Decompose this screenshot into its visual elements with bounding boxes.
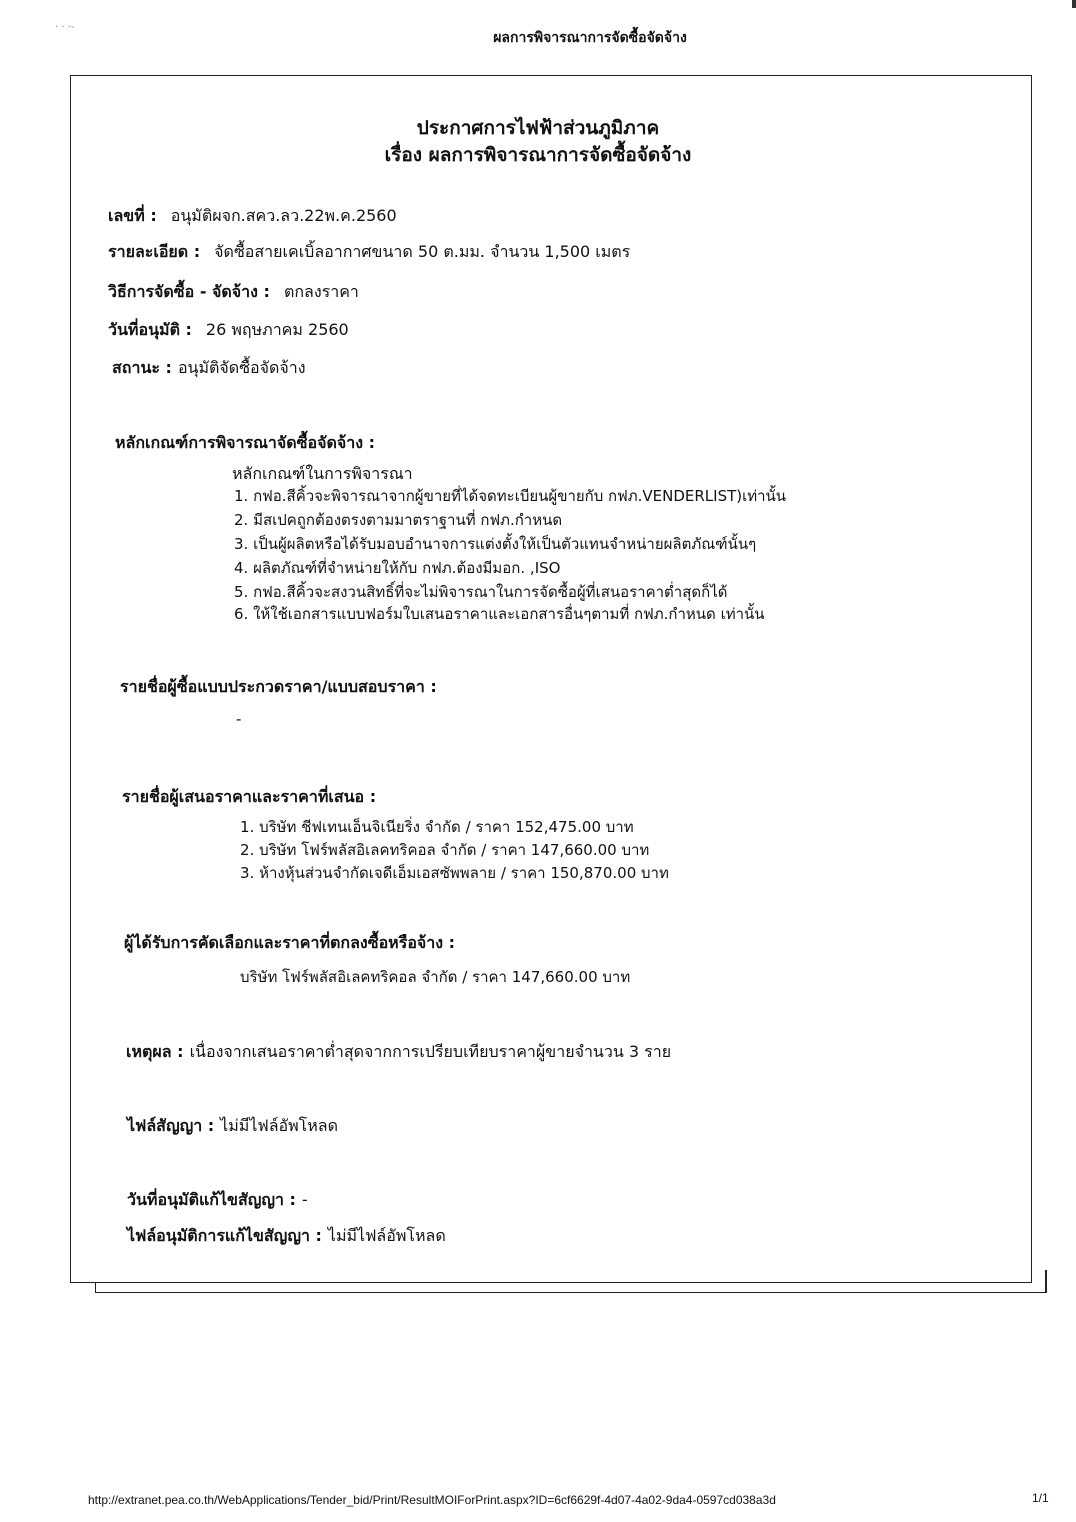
field-value: ตกลงราคา: [283, 282, 359, 301]
field-label: สถานะ :: [112, 358, 172, 377]
criteria-heading: หลักเกณฑ์การพิจารณาจัดซื้อจัดจ้าง :: [115, 433, 376, 452]
title-subject: เรื่อง ผลการพิจารณาการจัดซื้อจัดจ้าง: [384, 144, 692, 166]
field-value: จัดซื้อสายเคเบิ้ลอากาศขนาด 50 ต.มม. จำนวน 1,500 เมตร: [214, 242, 631, 261]
title-organization: ประกาศการไฟฟ้าส่วนภูมิภาค: [416, 117, 660, 139]
contract-file: [127, 1114, 338, 1139]
field-label: วันที่อนุมัติ :: [108, 320, 192, 339]
criteria-item: 4. ผลิตภัณฑ์ที่จำหน่ายให้กับ กฟภ.ต้องมีมอก. ,ISO: [234, 559, 561, 577]
field-label: เลขที่ :: [108, 206, 157, 225]
field-detail: [108, 240, 630, 265]
buyers-heading: รายชื่อผู้ซื้อแบบประกวดราคา/แบบสอบราคา :: [120, 677, 437, 696]
criteria-item: 6. ให้ใช้เอกสารแบบฟอร์มใบเสนอราคาและเอกสารอื่นๆตามที่ กฟภ.กำหนด เท่านั้น: [234, 605, 765, 623]
field-value: อนุมัติจัดซื้อจัดจ้าง: [177, 358, 306, 377]
field-value: 26 พฤษภาคม 2560: [205, 320, 349, 339]
amend-file-label: ไฟล์อนุมัติการแก้ไขสัญญา :: [127, 1226, 322, 1245]
footer-page-number: 1/1: [1032, 1491, 1049, 1505]
page-header: ผลการพิจารณาการจัดซื้อจัดจ้าง: [493, 30, 687, 46]
reason-label: เหตุผล :: [126, 1042, 184, 1061]
field-method: [108, 280, 359, 305]
frame-shadow: [95, 1283, 1047, 1293]
criteria-subheading: หลักเกณฑ์ในการพิจารณา: [232, 464, 413, 483]
bidder-item: 1. บริษัท ชีฟเทนเอ็นจิเนียริ่ง จำกัด / ราคา 152,475.00 บาท: [240, 818, 634, 836]
amend-date: [127, 1188, 308, 1213]
contract-file-label: ไฟล์สัญญา :: [127, 1116, 215, 1135]
bidder-item: 3. ห้างหุ้นส่วนจำกัดเจดีเอ็มเอสซัพพลาย / ราคา 150,870.00 บาท: [240, 864, 669, 882]
contract-file-value: ไม่มีไฟล์อัพโหลด: [220, 1116, 338, 1135]
criteria-item: 1. กฟอ.สีคิ้วจะพิจารณาจากผู้ขายที่ได้จดทะเบียนผู้ขายกับ กฟภ.VENDERLIST)เท่านั้น: [234, 487, 787, 505]
criteria-item: 2. มีสเปคถูกต้องตรงตามมาตราฐานที่ กฟภ.กำหนด: [234, 511, 563, 529]
footer-url: http://extranet.pea.co.th/WebApplications/Tender_bid/Print/ResultMOIForPrint.aspx?ID=6cf6629f-4d07-4a02-9da4-0597cd038a3d: [88, 1493, 776, 1507]
amend-date-value: -: [301, 1190, 308, 1209]
bidder-item: 2. บริษัท โฟร์พลัสอิเลคทริคอล จำกัด / ราคา 147,660.00 บาท: [240, 841, 650, 859]
frame-shadow-right: [1045, 1270, 1047, 1293]
reason-value: เนื่องจากเสนอราคาต่ำสุดจากการเปรียบเทียบราคาผู้ขายจำนวน 3 ราย: [189, 1042, 672, 1061]
field-approve-date: [108, 318, 349, 343]
field-number: [108, 204, 397, 229]
amend-file-value: ไม่มีไฟล์อัพโหลด: [327, 1226, 446, 1245]
field-status: [112, 356, 306, 381]
field-label: รายละเอียด :: [108, 242, 201, 261]
winner-value: บริษัท โฟร์พลัสอิเลคทริคอล จำกัด / ราคา 147,660.00 บาท: [240, 968, 631, 986]
field-value: อนุมัติผจก.สคว.ลว.22พ.ค.2560: [170, 206, 397, 225]
reason: [126, 1040, 671, 1065]
scan-marks: · · ·-: [55, 22, 75, 33]
amend-date-label: วันที่อนุมัติแก้ไขสัญญา :: [127, 1190, 296, 1209]
criteria-item: 5. กฟอ.สีคิ้วจะสงวนสิทธิ์ที่จะไม่พิจารณาในการจัดซื้อผู้ที่เสนอราคาต่ำสุดก็ได้: [234, 583, 728, 601]
field-label: วิธีการจัดซื้อ - จัดจ้าง :: [108, 282, 270, 301]
bidders-heading: รายชื่อผู้เสนอราคาและราคาที่เสนอ :: [122, 787, 377, 806]
criteria-item: 3. เป็นผู้ผลิตหรือได้รับมอบอำนาจการแต่งตั้งให้เป็นตัวแทนจำหน่ายผลิตภัณฑ์นั้นๆ: [234, 535, 757, 553]
buyers-value: -: [236, 710, 242, 728]
winner-heading: ผู้ได้รับการคัดเลือกและราคาที่ตกลงซื้อหรือจ้าง :: [124, 933, 456, 952]
amend-file: [127, 1224, 446, 1249]
scan-edge-mark: [1072, 0, 1076, 8]
